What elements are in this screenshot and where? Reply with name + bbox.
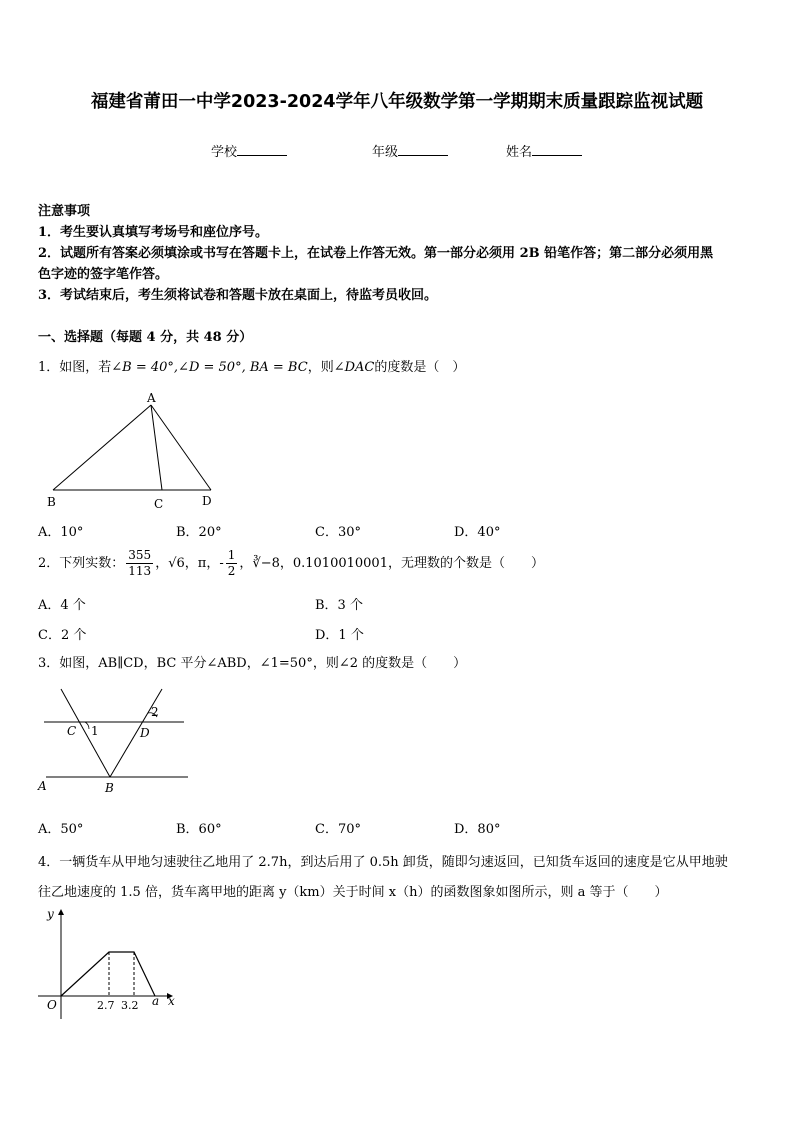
label-c: C <box>67 724 77 738</box>
label-origin: O <box>47 998 57 1012</box>
q3-option-c[interactable]: C．70° <box>315 822 361 837</box>
q2-suffix: ，0.1010010001，无理数的个数是（ ） <box>279 556 544 571</box>
label-2.7: 2.7 <box>97 999 115 1012</box>
q1-option-d[interactable]: D．40° <box>454 525 501 540</box>
label-y: y <box>47 907 54 921</box>
notice-heading: 注意事项 <box>38 204 91 219</box>
q1-math: ∠B = 40°,∠D = 50°, BA = BC <box>111 360 308 375</box>
grade-blank[interactable] <box>398 143 448 156</box>
q1-option-a[interactable]: A．10° <box>38 525 84 540</box>
label-1: 1 <box>91 724 99 738</box>
q4-function-graph <box>34 904 184 1024</box>
grade-label: 年级 <box>372 145 399 160</box>
angle-1-arc <box>85 722 89 729</box>
school-blank[interactable] <box>237 143 287 156</box>
q1-option-c[interactable]: C．30° <box>315 525 361 540</box>
q2-fraction-half: $\frac{1}{2}$ <box>227 548 236 578</box>
q1-option-b[interactable]: B．20° <box>176 525 222 540</box>
label-c: C <box>154 497 164 511</box>
q2-prefix: 2．下列实数： <box>38 556 125 571</box>
q2-sqrt6: √6 <box>168 556 185 571</box>
q1-mid: ，则 <box>307 360 334 375</box>
question-4-line1: 4．一辆货车从甲地匀速驶往乙地用了 2.7h，到达后用了 0.5h 卸货，随即匀速返回，已知货车返回的速度是它从甲地驶 <box>38 855 728 870</box>
notice-item: 1．考生要认真填写考场号和座位序号。 <box>38 225 269 240</box>
name-blank[interactable] <box>532 143 582 156</box>
label-d: D <box>140 726 150 740</box>
q3-parallel-lines-figure <box>34 684 194 799</box>
q2-option-a[interactable]: A．4 个 <box>38 598 86 613</box>
question-4-line2: 往乙地速度的 1.5 倍，货车离甲地的距离 y（km）关于时间 x（h）的函数图象如图所示，则 a 等于（ ） <box>38 885 668 900</box>
q2-neg-sign: - <box>219 556 224 571</box>
page-title: 福建省莆田一中学2023-2024学年八年级数学第一学期期末质量跟踪监视试题 <box>90 92 704 112</box>
label-3.2: 3.2 <box>121 999 139 1012</box>
question-3: 3．如图，AB∥CD，BC 平分∠ABD，∠1=50°，则∠2 的度数是（ ） <box>38 656 467 671</box>
q2-option-d[interactable]: D．1 个 <box>315 628 364 643</box>
notice-item: 3．考试结束后，考生须将试卷和答题卡放在桌面上，待监考员收回。 <box>38 288 438 303</box>
graph-polyline <box>61 952 155 996</box>
grade-field[interactable] <box>372 141 448 160</box>
q2-option-b[interactable]: B．3 个 <box>315 598 363 613</box>
label-a: A <box>38 779 47 793</box>
q1-prefix: 1．如图，若 <box>38 360 112 375</box>
question-1 <box>38 357 465 378</box>
label-b: B <box>105 781 114 795</box>
label-d: D <box>202 494 212 508</box>
q3-option-a[interactable]: A．50° <box>38 822 84 837</box>
q2-pi: π <box>197 556 207 571</box>
school-field[interactable] <box>211 141 287 160</box>
q3-option-b[interactable]: B．60° <box>176 822 222 837</box>
label-2: 2 <box>151 705 159 719</box>
school-label: 学校 <box>211 145 238 160</box>
label-a: A <box>147 391 156 405</box>
name-field[interactable] <box>506 141 582 160</box>
q1-triangle-figure <box>40 388 230 513</box>
notice-item: 色字迹的签字笔作答。 <box>38 267 169 282</box>
q2-fraction-355-113: $\frac{355}{113}$ <box>128 548 152 578</box>
notice-item: 2．试题所有答案必须填涂或书写在答题卡上，在试卷上作答无效。第一部分必须用 2B 铅笔作答；第二部分必须用黑 <box>38 246 714 261</box>
q2-cbrt: ∛−8 <box>252 556 280 571</box>
segment-ab <box>53 405 151 490</box>
q1-math2: ∠DAC <box>333 360 375 375</box>
name-label: 姓名 <box>506 145 533 160</box>
label-b: B <box>47 495 56 509</box>
label-x: x <box>168 994 175 1008</box>
q2-option-c[interactable]: C．2 个 <box>38 628 87 643</box>
q1-suffix: 的度数是（ ） <box>374 360 466 375</box>
label-a: a <box>152 994 160 1008</box>
section-heading: 一、选择题（每题 4 分，共 48 分） <box>38 330 253 345</box>
q3-option-d[interactable]: D．80° <box>454 822 501 837</box>
line-bd <box>110 689 162 777</box>
question-2: 2．下列实数： $\frac{355}{113}$ ，√6，π，- $\frac{1}{2}$ ，∛−8，0.1010010001，无理数的个数是（ ） <box>38 548 544 578</box>
